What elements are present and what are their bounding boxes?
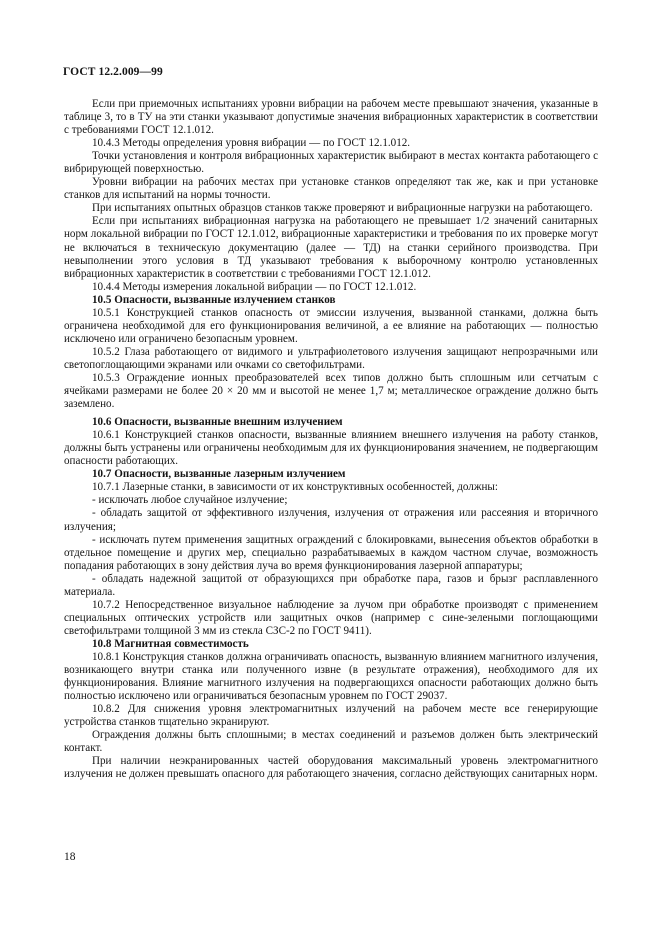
section-heading: 10.8 Магнитная совместимость <box>92 637 249 650</box>
section-heading: 10.7 Опасности, вызванные лазерным излучением <box>92 468 346 481</box>
paragraph-text: значений санитарных норм локальной вибрации по ГОСТ 12.1.012, вибрационные характеристики и требования по их проверке могут не включаться в техническую документацию (далее — ТД) на станки серийного производства. При невыполнении этого условия в ТД указывают требования к выборочному контролю установленных вибрационных характеристик в соответствии с требованиями ГОСТ 12.1.012. <box>64 215 598 280</box>
paragraph: 10.8.2 Для снижения уровня электромагнитных излучений на рабочем месте все генерирующие устройства станков тщательно экранируют. <box>64 703 598 729</box>
list-item: - обладать защитой от эффективного излучения, излучения от отражения или рассеяния и вторичного излучения; <box>64 507 598 533</box>
paragraph: 10.6.1 Конструкцией станков опасности, вызванные влиянием внешнего излучения на работу станков, должны быть устранены или ограничены необходимым для их функционирования значением, не подвергающим опасности работающих. <box>64 429 598 468</box>
list-item: - обладать надежной защитой от образующихся при обработке пара, газов и брызг расплавленного материала. <box>64 572 598 598</box>
paragraph: Ограждения должны быть сплошными; в местах соединений и разъемов должен быть электрический контакт. <box>64 729 598 755</box>
paragraph: 10.4.4 Методы измерения локальной вибрации — по ГОСТ 12.1.012. <box>92 280 417 293</box>
paragraph: 10.5.2 Глаза работающего от видимого и ультрафиолетового излучения защищают непрозрачными или светопоглощающими экранами или очками со светофильтрами. <box>64 345 598 371</box>
paragraph: 10.4.3 Методы определения уровня вибрации — по ГОСТ 12.1.012. <box>92 137 411 150</box>
paragraph: 10.7.1 Лазерные станки, в зависимости от их конструктивных особенностей, должны: <box>92 481 498 494</box>
fraction: 1/2 <box>475 215 490 228</box>
paragraph: 10.5.3 Ограждение ионных преобразователей всех типов должно быть сплошным или сетчатым с ячейками размерами не более 20 × 20 мм и высотой не менее 1,7 м; металлическое ограждение должно быть заземлено. <box>64 371 598 411</box>
list-item: - исключать любое случайное излучение; <box>92 494 288 507</box>
paragraph-text: Если при испытаниях вибрационная нагрузка на работающего не превышает <box>92 215 476 228</box>
paragraph: 10.7.2 Непосредственное визуальное наблюдение за лучом при обработке производят с применением специальных оптических устройств или защитных очков (например с сине-зелеными поглощающими светофильтрами толщиной 3 мм из стекла СЗС-2 по ГОСТ 9411). <box>64 598 598 637</box>
paragraph: Точки установления и контроля вибрационных характеристик выбирают в местах контакта работающего с вибрирующей поверхностью. <box>64 150 598 176</box>
paragraph: Уровни вибрации на рабочих местах при установке станков определяют так же, как и при установке станков для испытаний на нормы точности. <box>64 176 598 202</box>
section-heading: 10.6 Опасности, вызванные внешним излучением <box>92 416 343 429</box>
page-body <box>64 98 598 781</box>
paragraph: 10.5.1 Конструкцией станков опасность от эмиссии излучения, вызванной станками, должна быть ограничена необходимой для его функционирования величиной, а ее влияние на работающих — полностью исключено или ограничено безопасным уровнем. <box>64 306 598 345</box>
paragraph <box>64 215 598 280</box>
paragraph: При наличии неэкранированных частей оборудования максимальный уровень электромагнитного излучения не должен превышать опасного для работающего значения, согласно действующих санитарных норм. <box>64 755 598 781</box>
section-heading: 10.5 Опасности, вызванные излучением станков <box>92 293 336 306</box>
paragraph: 10.8.1 Конструкция станков должна ограничивать опасность, вызванную влиянием магнитного излучения, возникающего внутри станка или полученного извне (в результате отражения), необходимого для их функционирования. Влияние магнитного излучения на подвергающихся опасности работающих должно быть полностью исключено или ограничиваться безопасным уровнем по ГОСТ 29037. <box>64 650 598 703</box>
list-item: - исключать путем применения защитных ограждений с блокировками, вынесения объектов обработки в отдельное помещение и других мер, специально разрабатываемых в каждом частном случае, возможность попадания работающих в зону действия луча во время функционирования лазерной аппаратуры; <box>64 533 598 572</box>
paragraph: При испытаниях опытных образцов станков также проверяют и вибрационные нагрузки на работающего. <box>92 202 593 215</box>
page-number: 18 <box>64 851 76 863</box>
paragraph: Если при приемочных испытаниях уровни вибрации на рабочем месте превышают значения, указанные в таблице 3, то в ТУ на эти станки указывают допустимые значения вибрационных характеристик в соответствии с требованиями ГОСТ 12.1.012. <box>64 98 598 137</box>
document-header: ГОСТ 12.2.009—99 <box>63 66 163 78</box>
